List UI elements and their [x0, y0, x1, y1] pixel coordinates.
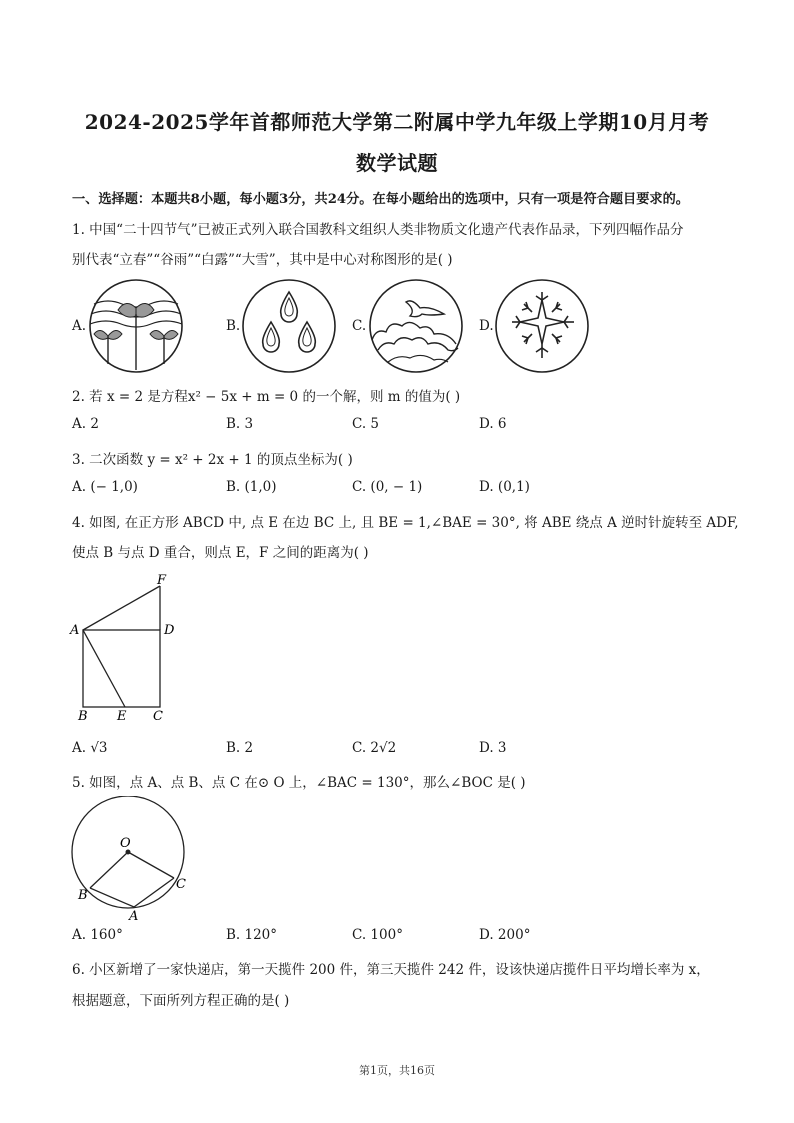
label-c: C: [153, 709, 163, 724]
q5-option-c: C. 100°: [352, 927, 403, 943]
q3-stem: 3. 二次函数 y = x² + 2x + 1 的顶点坐标为( ): [72, 452, 353, 468]
q1-stem-line1: 1. 中国“二十四节气”已被正式列入联合国教科文组织人类非物质文化遗产代表作品录，下列四幅作品分: [72, 222, 684, 238]
label-d: D: [164, 623, 175, 638]
sprout-icon: [88, 278, 184, 374]
q4-option-c: C. 2√2: [352, 740, 397, 756]
q4-stem-line1: 4. 如图, 在正方形 ABCD 中, 点 E 在边 BC 上, 且 BE = 1,∠BAE = 30°, 将 ABE 绕点 A 逆时针旋转至 ADF,: [72, 515, 739, 531]
label-c: C: [176, 877, 186, 892]
exam-title: 2024-2025学年首都师范大学第二附属中学九年级上学期10月月考: [84, 110, 710, 134]
q4-option-b: B. 2: [226, 740, 254, 756]
label-e: E: [117, 709, 127, 724]
exam-subtitle: 数学试题: [356, 151, 438, 175]
q6-stem-line2: 根据题意，下面所列方程正确的是( ): [72, 993, 290, 1009]
q2-option-a: A. 2: [72, 416, 99, 432]
snowflake-icon: [494, 278, 590, 374]
q5-option-d: D. 200°: [479, 927, 531, 943]
label-o: O: [120, 836, 131, 851]
q5-option-b: B. 120°: [226, 927, 278, 943]
q2-option-c: C. 5: [352, 416, 380, 432]
label-f: F: [157, 573, 167, 588]
page-footer: 第1页，共16页: [359, 1064, 435, 1077]
section-heading: 一、选择题：本题共8小题，每小题3分，共24分。在每小题给出的选项中，只有一项是符合题目要求的。: [72, 192, 689, 207]
q4-option-d: D. 3: [479, 740, 507, 756]
raindrops-icon: [241, 278, 337, 374]
q5-stem: 5. 如图，点 A、点 B、点 C 在⊙ O 上，∠BAC = 130°，那么∠BOC 是( ): [72, 775, 526, 791]
q4-stem-line2: 使点 B 与点 D 重合，则点 E，F 之间的距离为( ): [72, 545, 369, 561]
q1-option-c-label: C.: [352, 318, 367, 334]
q2-option-d: D. 6: [479, 416, 507, 432]
square-rotation-diagram: [66, 570, 186, 726]
bird-clouds-icon: [368, 278, 464, 374]
q3-option-a: A. (− 1,0): [72, 479, 138, 495]
q2-stem: 2. 若 x = 2 是方程x² − 5x + m = 0 的一个解，则 m 的值为( ): [72, 389, 461, 405]
q3-option-d: D. (0,1): [479, 479, 530, 495]
q3-option-c: C. (0, − 1): [352, 479, 423, 495]
q1-option-a-label: A.: [72, 318, 87, 334]
q3-option-b: B. (1,0): [226, 479, 277, 495]
q2-option-b: B. 3: [226, 416, 254, 432]
q1-option-b-label: B.: [226, 318, 241, 334]
q1-stem-line2: 别代表“立春”“谷雨”“白露”“大雪”，其中是中心对称图形的是( ): [72, 252, 453, 268]
q6-stem-line1: 6. 小区新增了一家快递店，第一天揽件 200 件，第三天揽件 242 件，设该快递店揽件日平均增长率为 x，: [72, 962, 710, 978]
q5-option-a: A. 160°: [72, 927, 123, 943]
label-a: A: [129, 909, 139, 922]
q1-option-d-label: D.: [479, 318, 494, 334]
label-a: A: [70, 623, 80, 638]
q4-option-a: A. √3: [72, 740, 108, 756]
circle-angle-diagram: [66, 796, 196, 922]
label-b: B: [78, 888, 88, 903]
label-b: B: [78, 709, 88, 724]
